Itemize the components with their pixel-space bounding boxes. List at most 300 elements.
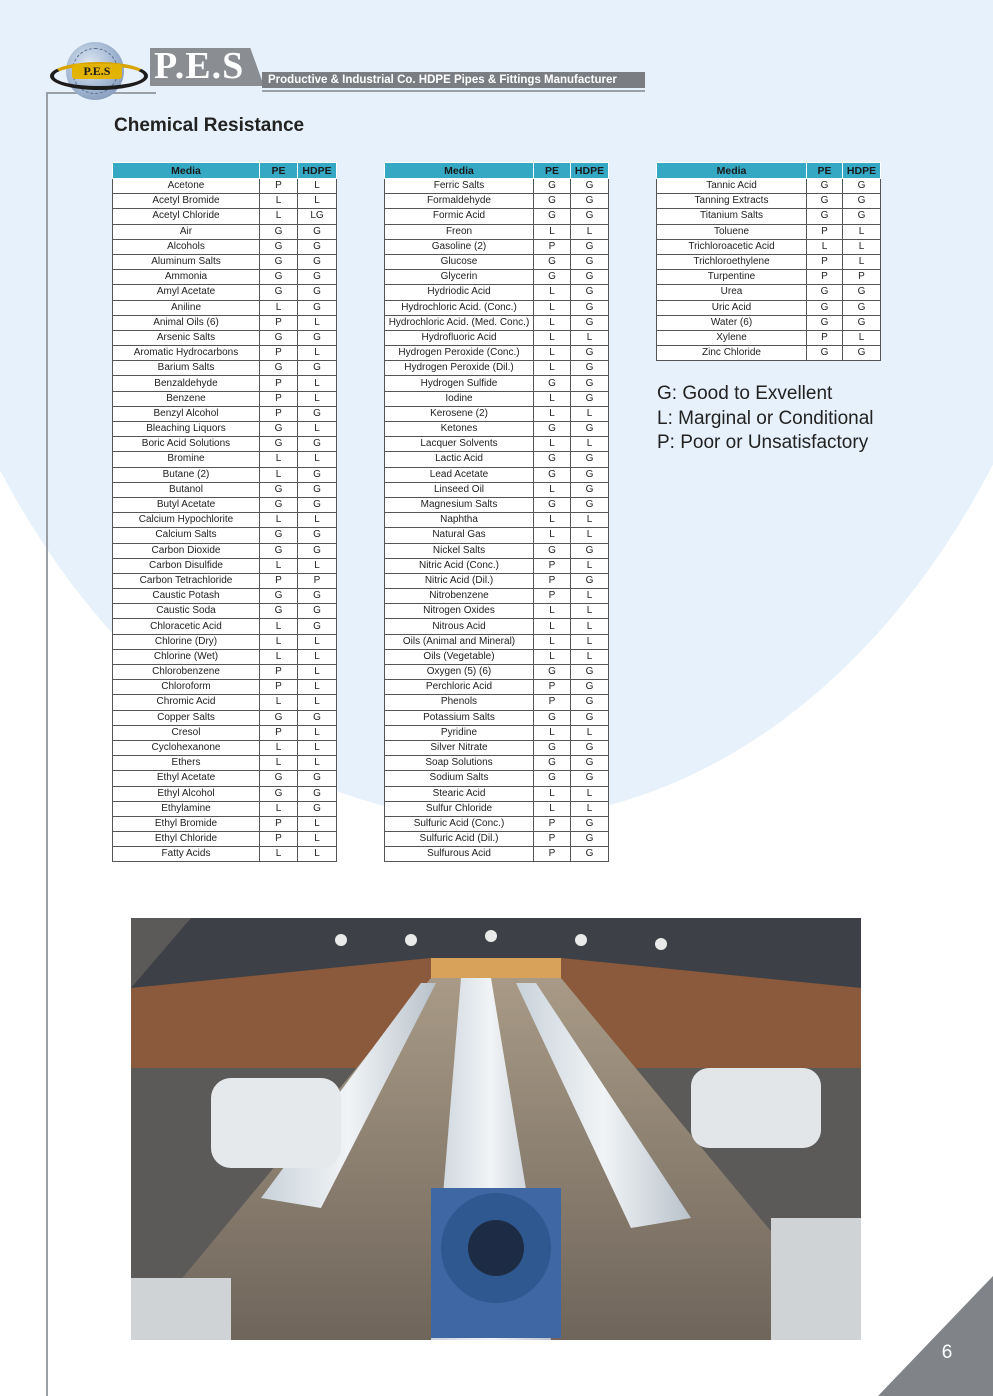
table-row — [385, 847, 609, 862]
cell-hdpe: G — [298, 300, 337, 315]
table-row — [113, 558, 337, 573]
cell-hdpe: G — [571, 756, 609, 771]
table-row — [113, 513, 337, 528]
cell-pe: P — [534, 847, 571, 862]
table-row — [385, 467, 609, 482]
cell-hdpe: G — [298, 497, 337, 512]
cell-hdpe: G — [571, 270, 609, 285]
table-row — [113, 330, 337, 345]
table-row — [385, 330, 609, 345]
table-row — [657, 315, 881, 330]
header-hdpe: HDPE — [843, 163, 881, 179]
table-row — [385, 285, 609, 300]
cell-pe: L — [534, 361, 571, 376]
table-row — [657, 194, 881, 209]
cell-media: Sulfuric Acid (Conc.) — [385, 816, 534, 831]
cell-pe: G — [534, 756, 571, 771]
cell-media: Tannic Acid — [657, 179, 807, 194]
header-hdpe: HDPE — [298, 163, 337, 179]
cell-media: Carbon Dioxide — [113, 543, 260, 558]
table-row — [385, 239, 609, 254]
cell-pe: L — [260, 558, 298, 573]
page-corner — [878, 1276, 993, 1396]
cell-pe: P — [534, 239, 571, 254]
cell-hdpe: G — [571, 832, 609, 847]
cell-media: Chlorine (Wet) — [113, 649, 260, 664]
table-row — [385, 497, 609, 512]
table-row — [113, 634, 337, 649]
cell-pe: L — [534, 786, 571, 801]
table-row — [113, 740, 337, 755]
cell-media: Titanium Salts — [657, 209, 807, 224]
cell-media: Nitric Acid (Conc.) — [385, 558, 534, 573]
table-row — [113, 589, 337, 604]
cell-media: Sulfurous Acid — [385, 847, 534, 862]
cell-pe: G — [807, 346, 843, 361]
cell-hdpe: G — [571, 816, 609, 831]
cell-hdpe: G — [298, 437, 337, 452]
cell-hdpe: G — [571, 361, 609, 376]
cell-pe: L — [534, 619, 571, 634]
cell-media: Fatty Acids — [113, 847, 260, 862]
cell-pe: L — [534, 391, 571, 406]
cell-pe: G — [534, 497, 571, 512]
cell-hdpe: G — [571, 543, 609, 558]
chemical-table-1 — [112, 162, 337, 862]
cell-hdpe: G — [298, 604, 337, 619]
cell-media: Carbon Disulfide — [113, 558, 260, 573]
cell-pe: P — [260, 346, 298, 361]
table-row — [385, 194, 609, 209]
cell-media: Calcium Salts — [113, 528, 260, 543]
cell-media: Toluene — [657, 224, 807, 239]
table-row — [385, 680, 609, 695]
cell-media: Hydrochloric Acid. (Conc.) — [385, 300, 534, 315]
cell-pe: G — [260, 254, 298, 269]
cell-hdpe: G — [571, 179, 609, 194]
cell-pe: G — [534, 467, 571, 482]
cell-media: Sulfur Chloride — [385, 801, 534, 816]
table-row — [113, 497, 337, 512]
cell-hdpe: L — [298, 452, 337, 467]
cell-hdpe: L — [298, 832, 337, 847]
table-row — [113, 771, 337, 786]
cell-hdpe: G — [571, 573, 609, 588]
table-row — [113, 270, 337, 285]
cell-hdpe: L — [298, 391, 337, 406]
cell-pe: L — [534, 634, 571, 649]
table-row — [385, 756, 609, 771]
cell-hdpe: L — [298, 422, 337, 437]
cell-hdpe: L — [571, 634, 609, 649]
table-row — [113, 665, 337, 680]
table-row — [113, 710, 337, 725]
table-row — [113, 376, 337, 391]
cell-pe: G — [807, 285, 843, 300]
cell-hdpe: L — [571, 528, 609, 543]
cell-media: Ferric Salts — [385, 179, 534, 194]
table-row — [385, 619, 609, 634]
cell-hdpe: L — [298, 756, 337, 771]
cell-media: Caustic Soda — [113, 604, 260, 619]
cell-pe: G — [260, 710, 298, 725]
cell-pe: G — [807, 194, 843, 209]
table-row — [113, 300, 337, 315]
chemical-table-2 — [384, 162, 609, 862]
cell-hdpe: L — [298, 847, 337, 862]
cell-pe: G — [260, 786, 298, 801]
cell-pe: P — [534, 573, 571, 588]
table-row — [385, 391, 609, 406]
cell-hdpe: G — [571, 482, 609, 497]
table-row — [385, 452, 609, 467]
cell-pe: L — [534, 346, 571, 361]
factory-photo — [131, 918, 861, 1340]
cell-pe: L — [534, 300, 571, 315]
table-row — [385, 361, 609, 376]
cell-media: Arsenic Salts — [113, 330, 260, 345]
table-row — [113, 406, 337, 421]
table-row — [113, 816, 337, 831]
cell-pe: P — [534, 816, 571, 831]
cell-hdpe: G — [571, 376, 609, 391]
cell-pe: L — [534, 649, 571, 664]
cell-hdpe: G — [571, 771, 609, 786]
table-row — [385, 300, 609, 315]
cell-media: Aluminum Salts — [113, 254, 260, 269]
cell-hdpe: G — [298, 589, 337, 604]
table-row — [113, 437, 337, 452]
cell-pe: L — [260, 695, 298, 710]
cell-hdpe: G — [571, 710, 609, 725]
cell-pe: L — [260, 194, 298, 209]
cell-pe: P — [260, 406, 298, 421]
brand-name: P.E.S — [154, 45, 245, 87]
cell-hdpe: G — [843, 179, 881, 194]
table-row — [385, 786, 609, 801]
cell-pe: L — [260, 452, 298, 467]
cell-hdpe: G — [571, 285, 609, 300]
cell-pe: G — [534, 194, 571, 209]
table-row — [113, 543, 337, 558]
cell-media: Oils (Vegetable) — [385, 649, 534, 664]
cell-media: Hydriodic Acid — [385, 285, 534, 300]
table-row — [113, 346, 337, 361]
table-row — [385, 649, 609, 664]
cell-media: Water (6) — [657, 315, 807, 330]
legend-poor: P: Poor or Unsatisfactory — [657, 432, 869, 453]
cell-hdpe: L — [571, 786, 609, 801]
table-row — [113, 649, 337, 664]
cell-media: Butane (2) — [113, 467, 260, 482]
cell-media: Turpentine — [657, 270, 807, 285]
cell-media: Ammonia — [113, 270, 260, 285]
cell-hdpe: L — [843, 224, 881, 239]
legend-marginal: L: Marginal or Conditional — [657, 407, 874, 429]
cell-pe: G — [260, 422, 298, 437]
table-row — [657, 285, 881, 300]
cell-pe: G — [534, 665, 571, 680]
cell-media: Ethylamine — [113, 801, 260, 816]
cell-media: Nitrobenzene — [385, 589, 534, 604]
table-row — [385, 528, 609, 543]
cell-hdpe: L — [571, 513, 609, 528]
table-row — [113, 254, 337, 269]
table-row — [657, 330, 881, 345]
table-row — [657, 270, 881, 285]
cell-hdpe: G — [298, 482, 337, 497]
cell-hdpe: L — [298, 179, 337, 194]
cell-pe: L — [260, 209, 298, 224]
cell-hdpe: G — [843, 346, 881, 361]
table-row — [385, 482, 609, 497]
table-row — [113, 285, 337, 300]
cell-media: Sodium Salts — [385, 771, 534, 786]
cell-hdpe: L — [298, 665, 337, 680]
cell-media: Uric Acid — [657, 300, 807, 315]
page-number: 6 — [941, 1342, 953, 1363]
cell-media: Freon — [385, 224, 534, 239]
cell-pe: G — [534, 543, 571, 558]
cell-media: Nitric Acid (Dil.) — [385, 573, 534, 588]
cell-media: Hydrochloric Acid. (Med. Conc.) — [385, 315, 534, 330]
cell-hdpe: G — [571, 680, 609, 695]
cell-pe: L — [260, 649, 298, 664]
cell-pe: G — [807, 209, 843, 224]
table-row — [113, 422, 337, 437]
table-row — [657, 239, 881, 254]
cell-media: Linseed Oil — [385, 482, 534, 497]
cell-media: Chromic Acid — [113, 695, 260, 710]
cell-hdpe: L — [298, 194, 337, 209]
cell-media: Acetyl Chloride — [113, 209, 260, 224]
cell-media: Perchloric Acid — [385, 680, 534, 695]
cell-media: Nickel Salts — [385, 543, 534, 558]
table-row — [113, 482, 337, 497]
cell-pe: P — [807, 270, 843, 285]
cell-hdpe: G — [298, 239, 337, 254]
cell-pe: G — [260, 543, 298, 558]
table-row — [113, 725, 337, 740]
cell-pe: L — [534, 528, 571, 543]
cell-hdpe: G — [843, 209, 881, 224]
cell-hdpe: P — [843, 270, 881, 285]
cell-media: Animal Oils (6) — [113, 315, 260, 330]
cell-hdpe: G — [298, 270, 337, 285]
table-row — [113, 315, 337, 330]
table-row — [113, 832, 337, 847]
cell-hdpe: G — [298, 528, 337, 543]
cell-media: Tanning Extracts — [657, 194, 807, 209]
cell-hdpe: L — [298, 695, 337, 710]
table-row — [113, 179, 337, 194]
cell-hdpe: G — [571, 422, 609, 437]
table-row — [113, 209, 337, 224]
cell-media: Copper Salts — [113, 710, 260, 725]
cell-media: Air — [113, 224, 260, 239]
cell-pe: L — [260, 634, 298, 649]
cell-hdpe: L — [298, 740, 337, 755]
cell-pe: G — [260, 482, 298, 497]
cell-hdpe: L — [571, 406, 609, 421]
cell-pe: L — [260, 300, 298, 315]
cell-media: Barium Salts — [113, 361, 260, 376]
table-row — [113, 224, 337, 239]
table-row — [385, 437, 609, 452]
tagline: Productive & Industrial Co. HDPE Pipes & Fittings Manufacturer — [262, 72, 645, 88]
table-row — [657, 346, 881, 361]
cell-hdpe: G — [571, 695, 609, 710]
cell-pe: G — [807, 315, 843, 330]
cell-media: Aniline — [113, 300, 260, 315]
table-row — [657, 224, 881, 239]
cell-hdpe: G — [298, 619, 337, 634]
cell-media: Nitrogen Oxides — [385, 604, 534, 619]
cell-pe: P — [534, 558, 571, 573]
table-row — [657, 179, 881, 194]
cell-pe: L — [534, 604, 571, 619]
cell-hdpe: G — [298, 285, 337, 300]
table-row — [113, 847, 337, 862]
cell-media: Chloracetic Acid — [113, 619, 260, 634]
cell-media: Lead Acetate — [385, 467, 534, 482]
cell-media: Trichloroacetic Acid — [657, 239, 807, 254]
cell-media: Cyclohexanone — [113, 740, 260, 755]
cell-hdpe: G — [571, 497, 609, 512]
table-row — [385, 604, 609, 619]
cell-media: Butanol — [113, 482, 260, 497]
table-row — [385, 513, 609, 528]
cell-hdpe: L — [298, 558, 337, 573]
cell-pe: L — [260, 619, 298, 634]
table-row — [113, 680, 337, 695]
cell-pe: G — [534, 710, 571, 725]
cell-media: Gasoline (2) — [385, 239, 534, 254]
cell-pe: P — [260, 832, 298, 847]
cell-pe: L — [260, 513, 298, 528]
cell-media: Benzaldehyde — [113, 376, 260, 391]
cell-media: Hydrogen Peroxide (Dil.) — [385, 361, 534, 376]
cell-hdpe: L — [298, 376, 337, 391]
cell-hdpe: G — [843, 315, 881, 330]
table-row — [385, 832, 609, 847]
cell-pe: G — [260, 239, 298, 254]
cell-pe: P — [534, 680, 571, 695]
table-row — [113, 573, 337, 588]
cell-pe: P — [260, 573, 298, 588]
cell-pe: P — [260, 391, 298, 406]
table-row — [657, 300, 881, 315]
cell-pe: P — [534, 589, 571, 604]
header-pe: PE — [260, 163, 298, 179]
cell-hdpe: G — [843, 300, 881, 315]
cell-media: Chloroform — [113, 680, 260, 695]
cell-pe: P — [807, 330, 843, 345]
logo-text: P.E.S — [72, 64, 122, 79]
cell-hdpe: P — [298, 573, 337, 588]
cell-pe: L — [534, 224, 571, 239]
tagline-underline — [262, 90, 645, 92]
cell-media: Ethyl Alcohol — [113, 786, 260, 801]
cell-pe: G — [807, 179, 843, 194]
cell-pe: L — [534, 801, 571, 816]
cell-hdpe: G — [571, 254, 609, 269]
table-row — [113, 695, 337, 710]
cell-hdpe: G — [298, 224, 337, 239]
cell-media: Iodine — [385, 391, 534, 406]
cell-pe: P — [260, 315, 298, 330]
header-media: Media — [385, 163, 534, 179]
cell-pe: L — [534, 437, 571, 452]
cell-pe: P — [807, 254, 843, 269]
cell-media: Hydrogen Peroxide (Conc.) — [385, 346, 534, 361]
cell-pe: L — [534, 513, 571, 528]
cell-media: Amyl Acetate — [113, 285, 260, 300]
cell-pe: G — [807, 300, 843, 315]
cell-hdpe: L — [298, 315, 337, 330]
cell-media: Hydrogen Sulfide — [385, 376, 534, 391]
cell-media: Ethyl Chloride — [113, 832, 260, 847]
table-row — [385, 771, 609, 786]
cell-media: Lacquer Solvents — [385, 437, 534, 452]
table-row — [385, 270, 609, 285]
cell-media: Magnesium Salts — [385, 497, 534, 512]
cell-hdpe: G — [298, 406, 337, 421]
cell-media: Benzyl Alcohol — [113, 406, 260, 421]
cell-media: Butyl Acetate — [113, 497, 260, 512]
cell-pe: L — [260, 740, 298, 755]
cell-media: Boric Acid Solutions — [113, 437, 260, 452]
cell-pe: L — [534, 406, 571, 421]
cell-pe: G — [534, 270, 571, 285]
cell-pe: G — [534, 422, 571, 437]
cell-pe: L — [534, 725, 571, 740]
table-row — [113, 239, 337, 254]
cell-hdpe: G — [571, 300, 609, 315]
cell-hdpe: L — [298, 725, 337, 740]
cell-media: Glucose — [385, 254, 534, 269]
table-row — [385, 665, 609, 680]
table-row — [385, 224, 609, 239]
cell-hdpe: L — [843, 254, 881, 269]
table-row — [113, 604, 337, 619]
cell-pe: P — [807, 224, 843, 239]
cell-hdpe: L — [571, 604, 609, 619]
cell-hdpe: G — [571, 467, 609, 482]
cell-media: Xylene — [657, 330, 807, 345]
table-row — [113, 786, 337, 801]
cell-hdpe: L — [298, 346, 337, 361]
cell-hdpe: L — [571, 330, 609, 345]
cell-pe: P — [260, 665, 298, 680]
cell-hdpe: G — [298, 543, 337, 558]
cell-pe: G — [260, 361, 298, 376]
cell-media: Formaldehyde — [385, 194, 534, 209]
cell-media: Soap Solutions — [385, 756, 534, 771]
table-row — [385, 558, 609, 573]
cell-hdpe: L — [571, 649, 609, 664]
table-row — [385, 209, 609, 224]
table-row — [113, 467, 337, 482]
cell-media: Bleaching Liquors — [113, 422, 260, 437]
cell-hdpe: G — [571, 665, 609, 680]
cell-hdpe: L — [843, 239, 881, 254]
cell-hdpe: G — [571, 391, 609, 406]
cell-hdpe: G — [298, 330, 337, 345]
cell-media: Chlorobenzene — [113, 665, 260, 680]
cell-media: Ethyl Acetate — [113, 771, 260, 786]
cell-hdpe: L — [571, 437, 609, 452]
